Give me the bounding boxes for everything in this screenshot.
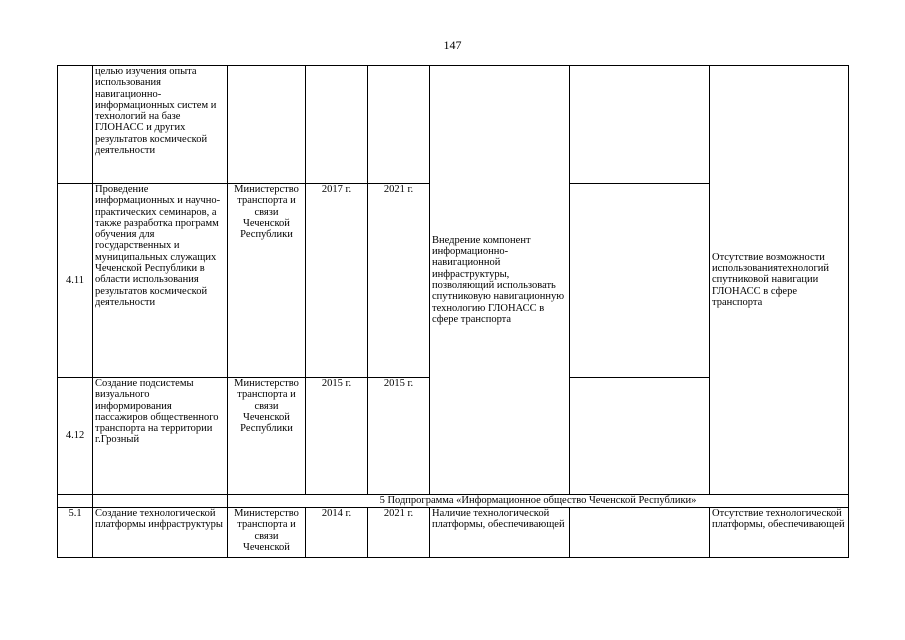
start-year-cell: 2015 г. [306,378,368,495]
consequence-cell: Отсутствие возможности использованиятехнологий спутниковой навигации ГЛОНАСС в сфере транспорта [710,66,849,495]
expected-result-cell: Внедрение компонент информационно-навигационной инфраструктуры, позволяющий использовать спутниковую навигационную технологию ГЛОНАСС в сфере транспорта [430,66,570,495]
measure-title [93,495,228,508]
end-year-cell: 2015 г. [368,378,430,495]
indicator-cell [570,66,710,184]
table-row [58,495,849,508]
start-year-cell: 2017 г. [306,184,368,378]
start-year-cell: 2014 г. [306,508,368,558]
subprogram-heading: 5 Подпрограмма «Информационное общество Чеченской Республики» [228,495,849,508]
page-number: 147 [443,38,462,52]
executor-cell: Министерство транспорта и связи Чеченской Республики [228,378,306,495]
row-number: 4.11 [58,184,93,378]
indicator-cell [570,508,710,558]
end-year-cell [368,66,430,184]
indicator-cell [570,184,710,378]
executor-cell [228,66,306,184]
measure-title: целью изучения опыта использования навигационно-информационных систем и технологий на базе ГЛОНАСС и других результатов космической деятельности [93,66,228,184]
row-number: 4.12 [58,378,93,495]
row-number [58,495,93,508]
row-number [58,66,93,184]
measure-title: Создание технологической платформы инфраструктуры [93,508,228,558]
expected-result-cell: Наличие технологической платформы, обеспечивающей [430,508,570,558]
measure-title: Проведение информационных и научно-практических семинаров, а также разработка программ обучения для государственных и муниципальных служащих Чеченской Республики в области использования результатов космической деятельности [93,184,228,378]
measure-title: Создание подсистемы визуального информирования пассажиров общественного транспорта на территории г.Грозный [93,378,228,495]
indicator-cell [570,378,710,495]
start-year-cell [306,66,368,184]
executor-cell: Министерство транспорта и связи Чеченской [228,508,306,558]
consequence-cell: Отсутствие технологической платформы, обеспечивающей [710,508,849,558]
end-year-cell: 2021 г. [368,508,430,558]
end-year-cell: 2021 г. [368,184,430,378]
row-number: 5.1 [58,508,93,558]
executor-cell: Министерство транспорта и связи Чеченской Республики [228,184,306,378]
program-table [57,65,849,558]
table-row [58,66,849,184]
table-row [58,508,849,558]
